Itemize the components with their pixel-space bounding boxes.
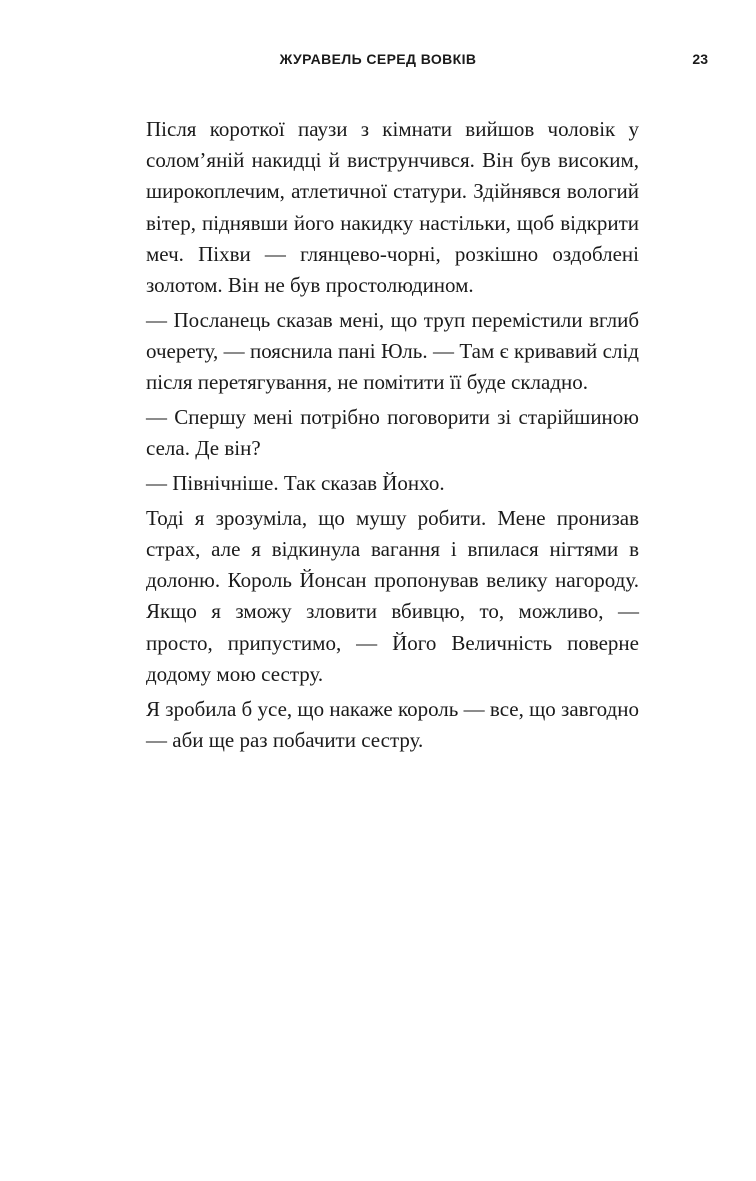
running-head [0, 51, 756, 71]
page-body-text [146, 114, 639, 756]
paragraph: — Спершу мені потрібно поговорити зі старійшиною села. Де він? [146, 405, 639, 461]
book-title: ЖУРАВЕЛЬ СЕРЕД ВОВКІВ [279, 51, 477, 67]
paragraph: — Північніше. Так сказав Йонхо. [146, 471, 445, 496]
paragraph: — Посланець сказав мені, що труп перемістили вглиб очерету, — пояснила пані Юль. — Там є кривавий слід після перетягування, не помітити її буде складно. [146, 307, 639, 395]
paragraph: Після короткої паузи з кімнати вийшов чоловік у солом’яній накидці й виструнчився. Він був високим, широкоплечим, атлетичної статури. Здійнявся вологий вітер, піднявши його накидку настільки, щоб відкрити меч. Піхви — глянцево-чорні, розкішно оздоблені золотом. Він не був простолюдином. [146, 117, 639, 298]
page-number: 23 [692, 51, 708, 67]
paragraph: Я зробила б усе, що накаже король — все, що завгодно — аби ще раз побачити сестру. [146, 696, 639, 752]
paragraph: Тоді я зрозуміла, що мушу робити. Мене пронизав страх, але я відкинула вагання і впилася нігтями в долоню. Король Йонсан пропонував велику нагороду. Якщо я зможу зловити вбивцю, то, можливо, — просто, припустимо, — Його Величність поверне додому мою сестру. [146, 505, 639, 686]
